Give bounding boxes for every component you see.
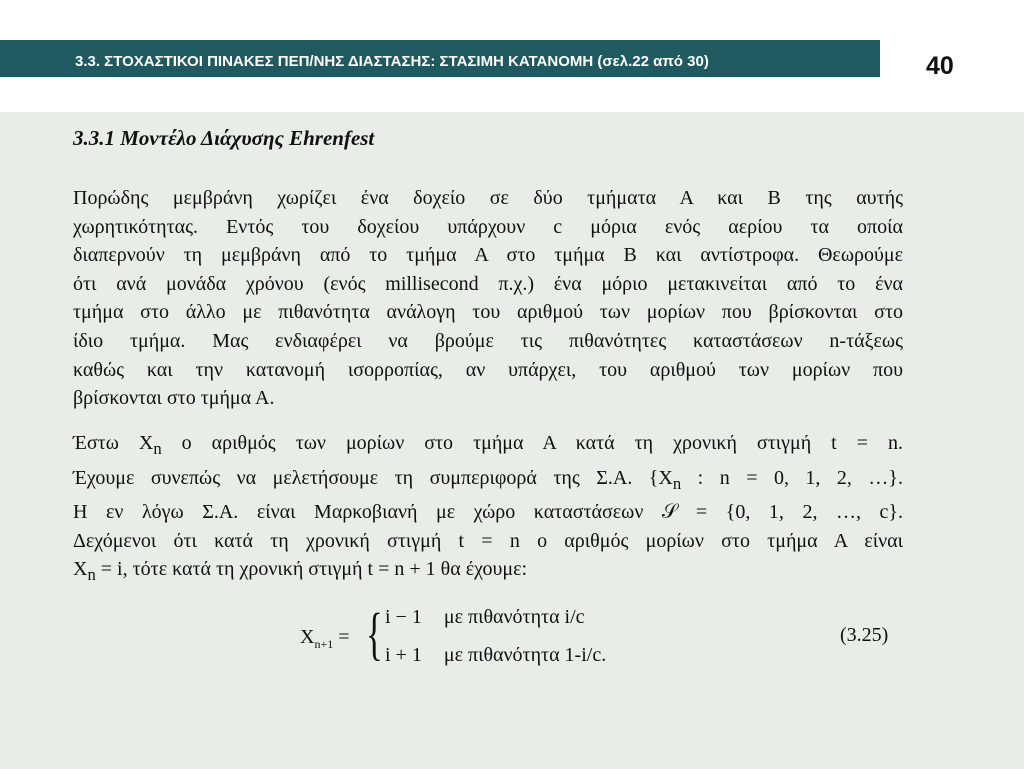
paragraph-line: τμήμα στο άλλο με πιθανότητα ανάλογη του αριθμού των μορίων που βρίσκονται στο bbox=[73, 301, 903, 324]
text-segment: Έχουμε συνεπώς να μελετήσουμε τη συμπεριφορά της Σ.Α. {X bbox=[73, 466, 673, 489]
case-condition: με πιθανότητα 1-i/c. bbox=[443, 644, 607, 666]
subscript: n bbox=[87, 565, 96, 585]
formula-equals: = bbox=[338, 626, 350, 648]
case-value: i + 1 bbox=[385, 644, 422, 666]
equation-number: (3.25) bbox=[840, 624, 889, 646]
text-segment: X bbox=[73, 558, 88, 581]
header-bar bbox=[0, 40, 880, 77]
paragraph-line bbox=[73, 464, 903, 499]
paragraph-line bbox=[73, 555, 903, 590]
text-segment: = i, τότε κατά τη χρονική στιγμή t = n + 1 θα έχουμε: bbox=[95, 558, 528, 581]
paragraph-line: ίδιο τμήμα. Μας ενδιαφέρει να βρούμε τις πιθανότητες καταστάσεων n-τάξεως bbox=[73, 329, 903, 352]
formula-lhs bbox=[300, 626, 350, 652]
paragraph-line: Πορώδης μεμβράνη χωρίζει ένα δοχείο σε δύο τμήματα Α και Β της αυτής bbox=[73, 187, 903, 209]
paragraph-line: διαπερνούν τη μεμβράνη από το τμήμα Α στο τμήμα Β και αντίστροφα. Θεωρούμε bbox=[73, 244, 903, 267]
subscript: n bbox=[672, 473, 682, 493]
formula-case-2 bbox=[385, 644, 606, 667]
section-title: 3.3.1 Μοντέλο Διάχυσης Ehrenfest bbox=[73, 126, 375, 150]
formula-3-25 bbox=[300, 600, 680, 680]
header-title: 3.3. ΣΤΟΧΑΣΤΙΚΟΙ ΠΙΝΑΚΕΣ ΠΕΠ/ΝΗΣ ΔΙΑΣΤΑΣΗΣ: ΣΤΑΣΙΜΗ ΚΑΤΑΝΟΜΗ (σελ.22 από 30) bbox=[75, 53, 709, 70]
text-segment: Έστω X bbox=[73, 432, 154, 454]
paragraph-1 bbox=[73, 184, 903, 413]
paragraph-line: καθώς και την κατανομή ισορροπίας, αν υπάρχει, του αριθμού των μορίων που bbox=[73, 358, 903, 381]
paragraph-2 bbox=[73, 429, 903, 590]
text-segment: ο αριθμός των μορίων στο τμήμα Α κατά τη χρονική στιγμή t = n. bbox=[161, 432, 903, 454]
paragraph-line: χωρητικότητας. Εντός του δοχείου υπάρχουν c μόρια ενός αερίου τα οποία bbox=[73, 215, 903, 238]
paragraph-line: Δεχόμενοι ότι κατά τη χρονική στιγμή t = n ο αριθμός μορίων στο τμήμα Α είναι bbox=[73, 529, 903, 552]
formula-variable: X bbox=[300, 626, 315, 648]
subscript: n bbox=[153, 439, 162, 458]
text-segment: : n = 0, 1, 2, …}. bbox=[681, 466, 903, 489]
paragraph-line: ότι ανά μονάδα χρόνου (ενός millisecond π.χ.) ένα μόριο μετακινείται από το ένα bbox=[73, 272, 903, 295]
formula-subscript: n+1 bbox=[314, 637, 334, 651]
page-number: 40 bbox=[926, 52, 954, 80]
formula-case-1 bbox=[385, 606, 585, 629]
paragraph-line: βρίσκονται στο τμήμα Α. bbox=[73, 387, 275, 410]
paragraph-line: Η εν λόγω Σ.Α. είναι Μαρκοβιανή με χώρο καταστάσεων 𝒮 = {0, 1, 2, …, c}. bbox=[73, 501, 903, 524]
formula-brace: { bbox=[366, 601, 383, 666]
paragraph-line bbox=[73, 429, 903, 464]
case-condition: με πιθανότητα i/c bbox=[443, 606, 585, 628]
case-value: i − 1 bbox=[385, 606, 422, 628]
